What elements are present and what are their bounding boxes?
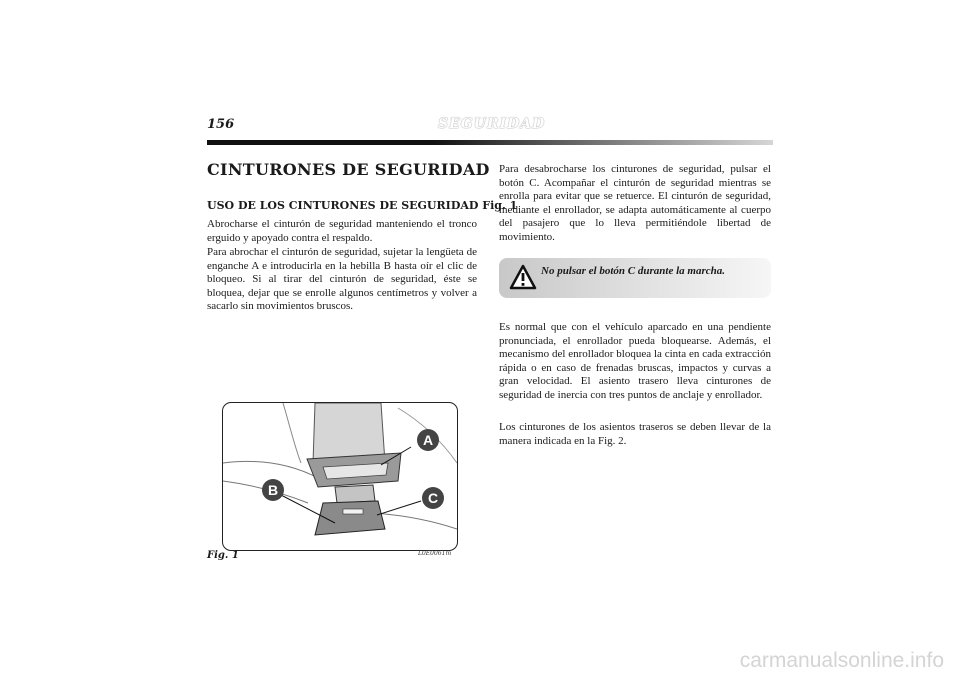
paragraph-5: Los cinturones de los asientos traseros se deben llevar de la manera indicada en la Fig. 2. xyxy=(499,421,771,447)
page-number: 156 xyxy=(207,117,235,132)
section-header: SEGURIDAD xyxy=(438,116,546,132)
header-rule xyxy=(207,140,773,145)
warning-box xyxy=(499,258,771,298)
paragraph-3: Para desabrocharse los cinturones de seguridad, pulsar el botón C. Acompañar el cinturón de seguridad mientras se enrolla para evitar que se retuerce. El cinturón de seguridad, mediante el enrollador, se adapta automáticamente al cuerpo del pasajero que lo lleva permitiéndole libertad de movimiento. xyxy=(499,163,771,243)
figure-caption: Fig. 1 xyxy=(207,550,239,561)
figure-code: L0E0061m xyxy=(418,550,452,557)
paragraph-4: Es normal que con el vehículo aparcado en una pendiente pronunciada, el enrollador pueda bloquearse. Además, el mecanismo del enrollador bloquea la cinta en cada extracción rápida o en caso de frenadas bruscas, impactos y curvas a gran velocidad. El asiento trasero lleva cinturones de seguridad de inercia con tres puntos de anclaje y enrollador. xyxy=(499,321,771,401)
seatbelt-illustration xyxy=(223,403,457,550)
subheading: USO DE LOS CINTURONES DE SEGURIDAD Fig. 1 xyxy=(207,199,518,212)
warning-triangle-icon xyxy=(509,264,537,290)
warning-text: No pulsar el botón C durante la marcha. xyxy=(541,265,725,277)
paragraph-2: Para abrochar el cinturón de seguridad, sujetar la lengüeta de enganche A e introducirla en la hebilla B hasta oír el clic de bloqueo. Si al tirar del cinturón de seguridad, éste se bloquea, dejar que se enrolle algunos centímetros y volver a sacarlo sin movimientos bruscos. xyxy=(207,246,477,312)
paragraph-1: Abrocharse el cinturón de seguridad manteniendo el tronco erguido y apoyado contra el respaldo. xyxy=(207,218,477,244)
label-b: B xyxy=(267,482,279,498)
label-a: A xyxy=(422,432,434,448)
label-c: C xyxy=(427,490,439,506)
watermark: carmanualsonline.info xyxy=(739,649,944,672)
page-title: CINTURONES DE SEGURIDAD xyxy=(207,160,490,179)
figure-1 xyxy=(222,402,458,551)
